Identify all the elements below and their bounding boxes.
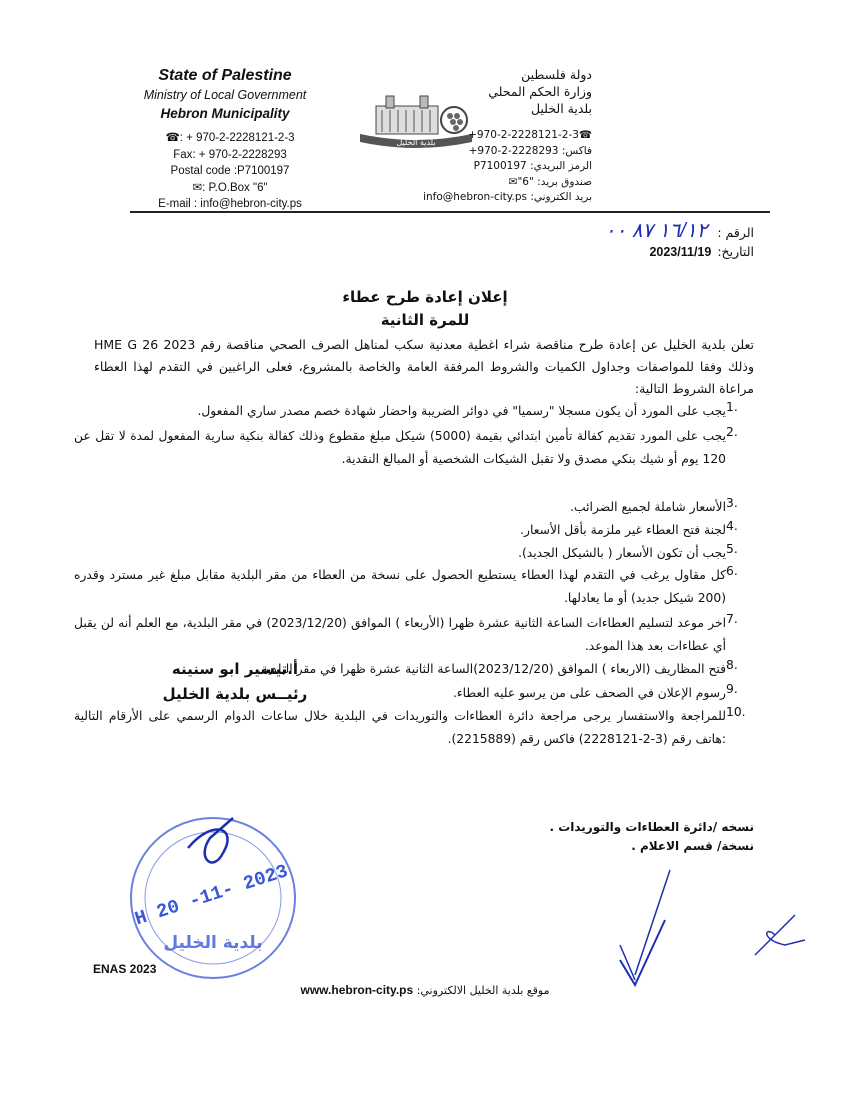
signature-block <box>120 657 350 707</box>
conditions-list <box>74 400 754 780</box>
logo-caption: بلدية الخليل <box>396 138 436 147</box>
copies-list <box>454 818 754 856</box>
condition-item: 9. رسوم الإعلان في الصحف على من يرسو عليه العطاء. <box>452 682 738 700</box>
copy-line: نسخه /دائرة العطاءات والتوريدات . <box>549 820 754 834</box>
fax-ar: +970-2-2228293 <box>468 144 559 157</box>
header-divider <box>130 211 770 213</box>
condition-item: 5. يجب أن تكون الأسعار ( بالشيكل الجديد). <box>518 542 738 560</box>
email-en: E-mail : info@hebron-city.ps <box>158 198 302 210</box>
website-link[interactable]: www.hebron-city.ps <box>300 983 414 997</box>
signatory-position: رئيــس بلدية الخليل <box>162 685 308 703</box>
ministry-name-en: Ministry of Local Government <box>143 88 307 102</box>
municipality-name-en: Hebron Municipality <box>160 105 290 121</box>
announcement-subtitle: للمرة الثانية <box>380 311 470 329</box>
ref-number-handwritten: ١٦/١٢ ٨٧ ٠٠ <box>604 220 708 242</box>
condition-item: 3. الأسعار شاملة لجميع الضرائب. <box>570 496 738 514</box>
contact-english <box>120 130 340 213</box>
fax-label-ar: فاكس: <box>561 144 592 157</box>
condition-item: 6. كل مقاول يرغب في التقدم لهذا العطاء يستطيع الحصول على نسخة من العطاء من مقر البلدية مقابل مبلغ غير مسترد وقدره (200 شيكل جديد) أو ما يعادلها. <box>74 564 738 605</box>
condition-item: 2. يجب على المورد تقديم كفالة تأمين ابتدائي بقيمة (5000) شيكل مبلغ مقطوع وذلك كفالة بنكية سارية المفعول لمدة لا تقل عن 120 يوم أو شيك بنكي مصدق ولا تقبل الشيكات الشخصية أو المبالغ النقدية. <box>74 425 738 466</box>
contact-arabic <box>362 128 592 206</box>
condition-item: 10. للمراجعة والاستفسار يرجى مراجعة دائرة العطاءات والتوريدات في البلدية خلال ساعات الدوام الرسمي على الأرقام التالية :هاتف رقم (3-2-2228121) فاكس رقم (2215889). <box>74 705 746 746</box>
ministry-name-ar: وزارة الحكم المحلي <box>488 84 592 99</box>
pobox-en: ✉: P.O.Box "6" <box>192 181 268 194</box>
footer-website <box>0 983 850 997</box>
header-english <box>110 68 340 120</box>
header-arabic <box>392 66 592 117</box>
postal-label-ar: الرمز البريدي: <box>530 160 592 172</box>
state-name-ar: دولة فلسطين <box>521 67 592 82</box>
condition-item: 7. اخر موعد لتسليم العطاءات الساعة الثانية عشرة ظهرا (الأربعاء ) الموافق (2023/12/20) في مقر البلدية، مع العلم أنه لن يقبل أي عطاءات بعد هذا الموعد. <box>74 612 738 653</box>
website-label: موقع بلدية الخليل الالكتروني: <box>416 984 550 997</box>
official-stamp <box>118 788 308 988</box>
phone-en: ☎: + 970-2-2228121-2-3 <box>165 132 295 144</box>
signature-stroke <box>188 818 233 862</box>
condition-item: 1. يجب على المورد أن يكون مسجلا "رسميا" في دوائر الضريبة واحضار شهادة خصم مصدر ساري المفعول. <box>197 400 738 418</box>
ref-date-label: التاريخ: <box>717 244 754 259</box>
stamp-text: بلدية الخليل <box>163 933 263 953</box>
signatory-name: أ.تيسير ابو سنينه <box>171 660 299 678</box>
phone-ar: +970-2-2228121-2-3☎ <box>468 129 592 141</box>
pobox-ar: "6"✉ <box>508 175 534 188</box>
ref-number-label: الرقم : <box>717 225 754 240</box>
email-label-ar: بريد الكتروني: <box>530 191 592 203</box>
condition-item: 4. لجنة فتح العطاء غير ملزمة بأقل الأسعار. <box>520 519 738 537</box>
email-ar: info@hebron-city.ps <box>423 191 527 203</box>
copy-line: نسخة/ قسم الاعلام . <box>631 839 754 853</box>
ref-date: 2023/11/19 <box>649 245 712 259</box>
condition-item: 8. فتح المظاريف (الاربعاء ) الموافق (2023/12/20)الساعة الثانية عشرة ظهرا في مقر البلدية. <box>257 658 738 676</box>
state-name-en: State of Palestine <box>158 67 292 84</box>
announcement-title: إعلان إعادة طرح عطاء <box>342 288 508 306</box>
stamp-date: H 20 -11- 2023 <box>132 860 291 931</box>
document-initials: ENAS 2023 <box>93 962 157 976</box>
municipality-name-ar: بلدية الخليل <box>530 101 592 116</box>
intro-paragraph: تعلن بلدية الخليل عن إعادة طرح مناقصة شراء اغطية معدنية سكب لمناهل الصرف الصحي مناقصة رقم HME G 26 2023 وذلك وفقا للمواصفات وجداول الكميات والشروط المرفقة العامة والخاصة بالمشروع، فعلى الراغبين في التقدم لهذا العطاء مراعاة الشروط التالية: <box>94 337 755 396</box>
handwritten-initials <box>590 860 810 990</box>
fax-en: Fax: + 970-2-2228293 <box>173 148 287 161</box>
reference-block <box>454 222 754 262</box>
pobox-label-ar: صندوق بريد: <box>537 175 592 188</box>
postal-ar: P7100197 <box>473 160 527 172</box>
postal-en: Postal code :P7100197 <box>170 165 290 177</box>
